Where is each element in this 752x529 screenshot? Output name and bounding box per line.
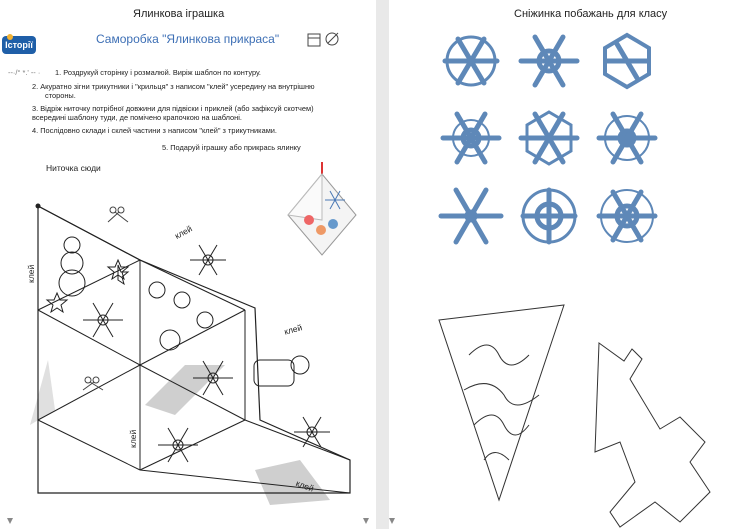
glue-label-left: клей xyxy=(26,264,36,283)
instr-marker: --·/° *.' -- · xyxy=(8,68,41,77)
instruction-3-cont: всередині шаблону туди, де помічено крапочкою на шаблоні. xyxy=(32,113,242,122)
glue-tab-right-upper xyxy=(255,460,330,505)
thread-label: Ниточка сюди xyxy=(46,163,101,173)
instruction-2-cont: стороны. xyxy=(45,91,76,100)
snowflake-7 xyxy=(441,190,501,242)
glue-label-lower-left: клей xyxy=(128,429,138,448)
instruction-2: 2. Акуратно зігни трикутники і "крильця" з написом "клей" усередину на внутрішню xyxy=(32,82,315,91)
page-header: Ялинкова іграшка xyxy=(133,8,225,20)
scissors-calendar-icon xyxy=(306,31,342,49)
snowflake-9 xyxy=(599,190,655,242)
snowflake-4 xyxy=(443,114,499,162)
snowflake-3 xyxy=(605,35,649,87)
margin-marker-right xyxy=(363,518,369,524)
snowflake-6 xyxy=(599,114,655,162)
glue-label-top: клей xyxy=(173,223,194,241)
cone-template xyxy=(439,305,564,500)
ornament-photo xyxy=(283,160,363,270)
margin-marker-right-page xyxy=(389,518,395,524)
page-gap xyxy=(376,0,389,529)
fold-template xyxy=(595,343,710,527)
craft-title: Саморобка "Ялинкова прикраса" xyxy=(96,32,280,46)
thread-dot xyxy=(36,204,41,209)
snowflake-8 xyxy=(523,190,575,242)
instruction-5: 5. Подаруй іграшку або прикрась ялинку xyxy=(162,143,301,152)
instruction-4: 4. Послідовно склади і склей частини з написом "клей" з трикутниками. xyxy=(32,126,277,135)
page-header: Сніжинка побажань для класу xyxy=(514,8,668,20)
glue-label-right: клей xyxy=(283,322,304,337)
margin-marker-left xyxy=(7,518,13,524)
glue-label-bottom: клей xyxy=(294,478,316,494)
snowflake-grid xyxy=(434,18,714,258)
logo: Історії xyxy=(2,34,36,56)
right-page xyxy=(389,0,752,529)
snowflake-1 xyxy=(445,37,497,85)
instruction-3: 3. Відріж ниточку потрібної довжини для підвіски і приклей (або зафіксуй скотчем) xyxy=(32,104,314,113)
snowflake-5 xyxy=(521,112,577,164)
snowflake-2 xyxy=(521,37,577,85)
snowflake-cut-templates xyxy=(434,295,752,529)
glue-tab-left xyxy=(30,360,55,425)
instruction-1: 1. Роздрукуй сторінку і розмалюй. Виріж шаблон по контуру. xyxy=(55,68,261,77)
